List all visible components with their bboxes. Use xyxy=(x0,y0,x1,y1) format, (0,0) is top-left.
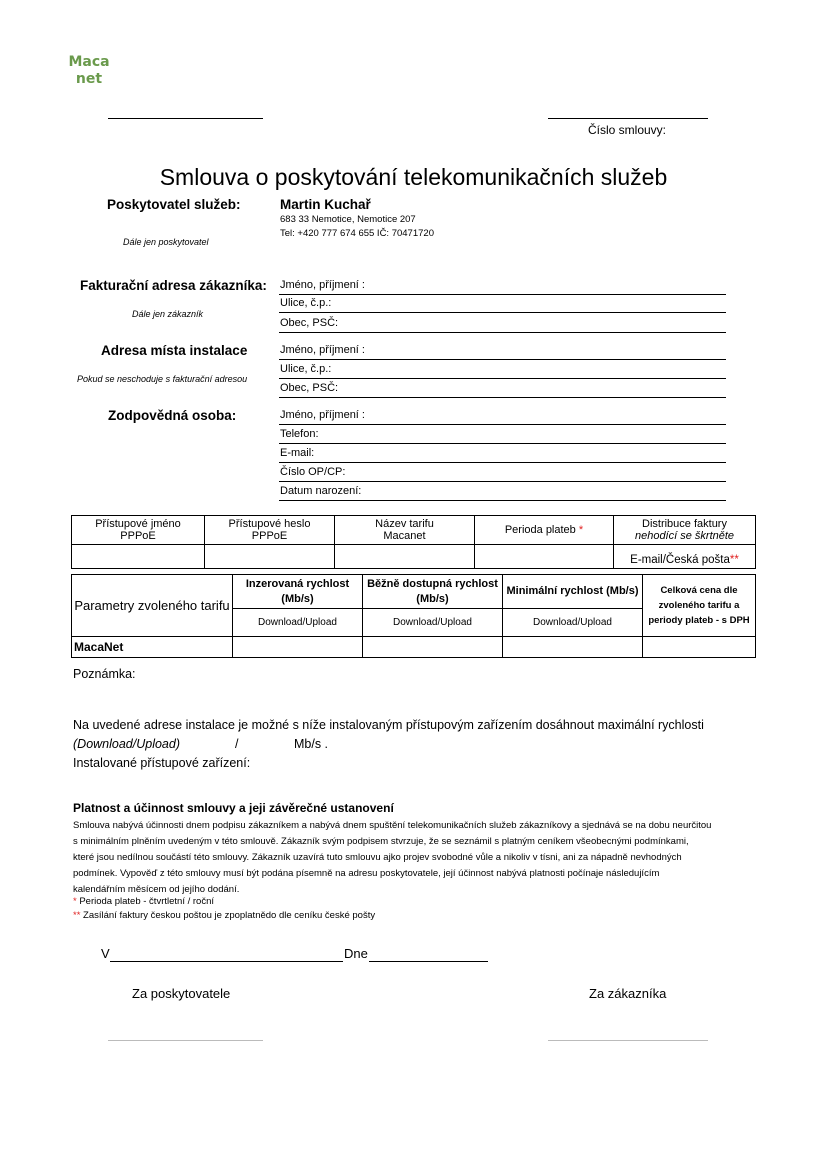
date-prefix: Dne xyxy=(344,946,368,961)
speed-unit: Mb/s . xyxy=(294,737,329,751)
access-password-header: Přístupové heslo PPPoE xyxy=(205,516,335,545)
validity-line: s minimálním plněním uvedeným v této smlouvě. Zákazník svým podpisem stvrzuje, že se seznámil s platným ceníkem všeobecnými podmínkami, xyxy=(73,836,689,847)
footnote-period: * Perioda plateb - čtvrtletní / roční xyxy=(73,896,214,907)
invoice-distribution-cell[interactable]: E-mail/Česká pošta** xyxy=(614,545,756,569)
responsible-id-field[interactable]: Číslo OP/CP: xyxy=(279,463,726,482)
installation-name-field[interactable]: Jméno, příjmení : xyxy=(279,341,726,360)
provider-note: Dále jen poskytovatel xyxy=(123,237,209,247)
speed-slash: / xyxy=(235,737,239,751)
installation-label: Adresa místa instalace xyxy=(101,343,248,358)
common-speed-header: Běžně dostupná rychlost (Mb/s) xyxy=(363,575,503,609)
minimal-speed-cell[interactable] xyxy=(503,637,643,658)
provider-signature-label: Za poskytovatele xyxy=(132,986,231,1001)
responsible-email-field[interactable]: E-mail: xyxy=(279,444,726,463)
speed-dl-ul: (Download/Upload) xyxy=(73,737,181,751)
minimal-speed-header: Minimální rychlost (Mb/s) xyxy=(503,575,643,609)
validity-heading: Platnost a účinnost smlouvy a jeji závěrečné ustanovení xyxy=(73,801,394,815)
access-name-header: Přístupové jméno PPPoE xyxy=(72,516,205,545)
total-price-cell[interactable] xyxy=(643,637,756,658)
invoice-distribution-header: Distribuce faktury nehodící se škrtněte xyxy=(614,516,756,545)
tariff-params-header: Parametry zvoleného tarifu xyxy=(72,575,233,637)
customer-signature-label: Za zákazníka xyxy=(589,986,667,1001)
tariff-name-header: Název tarifu Macanet xyxy=(335,516,475,545)
tariff-row-name: MacaNet xyxy=(72,637,233,658)
company-logo xyxy=(64,54,114,88)
billing-note: Dále jen zákazník xyxy=(132,309,204,319)
minimal-dl-ul: Download/Upload xyxy=(503,609,643,637)
responsible-phone-field[interactable]: Telefon: xyxy=(279,425,726,444)
responsible-birthdate-field[interactable]: Datum narození: xyxy=(279,482,726,501)
access-table xyxy=(71,515,756,569)
note-label: Poznámka: xyxy=(73,667,136,681)
advertised-speed-header: Inzerovaná rychlost (Mb/s) xyxy=(233,575,363,609)
provider-name: Martin Kuchař xyxy=(280,197,371,212)
provider-contact: Tel: +420 777 674 655 IČ: 70471720 xyxy=(280,228,434,239)
logo-line-2: net xyxy=(75,71,103,87)
payment-period-header: Perioda plateb * xyxy=(475,516,614,545)
provider-label: Poskytovatel služeb: xyxy=(107,197,241,212)
common-dl-ul: Download/Upload xyxy=(363,609,503,637)
billing-label: Fakturační adresa zákazníka: xyxy=(80,278,267,293)
responsible-label: Zodpovědná osoba: xyxy=(108,408,237,423)
customer-signature-line[interactable] xyxy=(548,1040,708,1041)
place-field[interactable] xyxy=(110,961,343,962)
validity-line: kalendářním měsícem od jejího dodání. xyxy=(73,884,240,895)
provider-address: 683 33 Nemotice, Nemotice 207 xyxy=(280,214,416,225)
validity-line: Smlouva nabývá účinnosti dnem podpisu zákazníkem a nabývá dnem spuštění telekomunikačních služeb zákazníkovy a sjednává se na dobu neurčitou xyxy=(73,820,712,831)
access-password-cell[interactable] xyxy=(205,545,335,569)
advertised-speed-cell[interactable] xyxy=(233,637,363,658)
billing-street-field[interactable]: Ulice, č.p.: xyxy=(279,294,726,313)
device-label: Instalované přístupové zařízení: xyxy=(73,756,251,770)
contract-number-label: Číslo smlouvy: xyxy=(588,123,667,137)
speed-text-line1: Na uvedené adrese instalace je možné s níže instalovaným přístupovým zařízením dosáhnout maximální rychlosti xyxy=(73,718,704,732)
footnote-post: ** Zasílání faktury českou poštou je zpoplatnědo dle ceníku české pošty xyxy=(73,910,376,921)
validity-line: které jsou nedílnou součástí této smlouvy. Zákazník uzavírá tuto smlouvu ajko projev svobodné vůle a nikoliv v tísni, ani za nápadně nevhodných xyxy=(73,852,682,863)
place-prefix: V xyxy=(101,946,110,961)
date-field[interactable] xyxy=(369,961,488,962)
installation-street-field[interactable]: Ulice, č.p.: xyxy=(279,360,726,379)
billing-name-field[interactable]: Jméno, příjmení : xyxy=(279,276,726,295)
access-name-cell[interactable] xyxy=(72,545,205,569)
billing-city-field[interactable]: Obec, PSČ: xyxy=(279,314,726,333)
logo-line-1: Maca xyxy=(68,54,110,70)
provider-signature-line[interactable] xyxy=(108,1040,263,1041)
tariff-name-cell[interactable] xyxy=(335,545,475,569)
tariff-table xyxy=(71,574,756,658)
payment-period-cell[interactable] xyxy=(475,545,614,569)
responsible-name-field[interactable]: Jméno, příjmení : xyxy=(279,406,726,425)
total-price-header: Celková cena dle zvoleného tarifu a periody plateb - s DPH xyxy=(643,575,756,637)
validity-line: podmínek. Vypověď z této smlouvy musí být podána písemně na adresu poskytovatele, její účinnost nabývá platnosti počínaje následujícím xyxy=(73,868,660,879)
top-right-line xyxy=(548,118,708,119)
installation-city-field[interactable]: Obec, PSČ: xyxy=(279,379,726,398)
common-speed-cell[interactable] xyxy=(363,637,503,658)
top-left-line xyxy=(108,118,263,119)
installation-note: Pokud se neschoduje s fakturační adresou xyxy=(77,374,248,384)
validity-text xyxy=(73,818,758,898)
advertised-dl-ul: Download/Upload xyxy=(233,609,363,637)
page-title: Smlouva o poskytování telekomunikačních služeb xyxy=(159,164,668,190)
